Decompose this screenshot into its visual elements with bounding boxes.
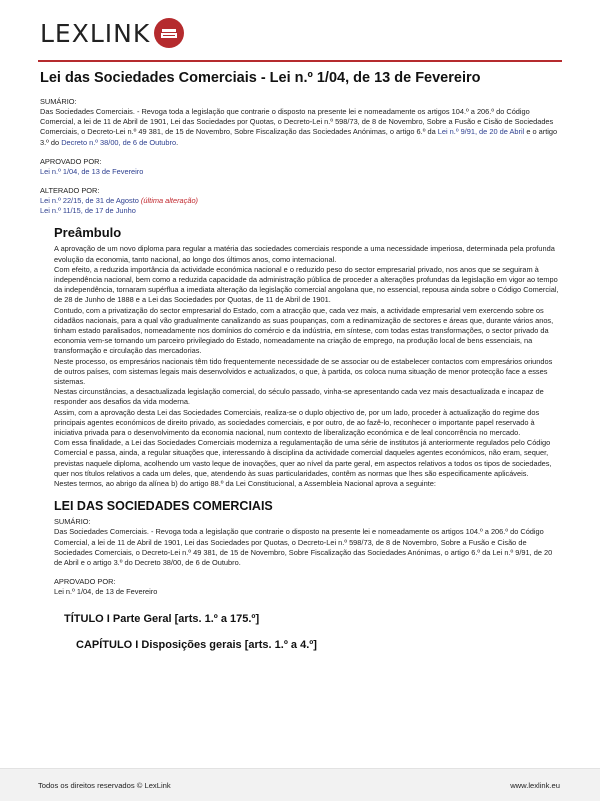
website-link[interactable]: www.lexlink.eu	[510, 781, 560, 790]
preambulo-paragraph: Nestes termos, ao abrigo da alínea b) do artigo 88.º da Lei Constitucional, a Assembleia Nacional aprova a seguinte:	[54, 479, 436, 489]
preambulo-paragraph: Assim, com a aprovação desta Lei das Sociedades Comerciais, realiza-se o duplo objectivo de, por um lado, proceder à actualização do regime dos principais agentes económicos de direito privado, as sociedades comerciais, e por outro, de ao fazê-lo, reconhecer o importante papel reservado à iniciativa privada para o desenvolvimento da economia nacional, num contexto de liberalização económica e de leal concorrência no mercado.	[54, 407, 540, 438]
preambulo-heading: Preâmbulo	[54, 225, 122, 241]
page-header	[0, 0, 600, 62]
brand-name: LEXLINK	[40, 18, 151, 48]
sumario-text	[40, 107, 560, 148]
page-footer	[0, 768, 600, 801]
alterado-section	[40, 186, 560, 216]
preambulo-paragraph: Contudo, com a privatização do sector empresarial do Estado, com a atracção que, cada vez mais, a actividade empresarial vem exercendo sobre os cidadãos nacionais, para a qual vão gradualmente canalizando as suas poupanças, com a redinamização de sectores e áreas que, durante vários anos, tinham estado paralisados, nomeadamente nos domínios do comércio e da indústria, em síntese, com todas estas transformações, o sector privado da economia vem-se tornando um parceiro privilegiado do Estado, nomeadamente na criação de emprego, na produção local de bens essenciais, na transformação e circulação das mercadorias.	[54, 305, 554, 356]
preambulo-paragraph: Com efeito, a reduzida importância da actividade económica nacional e o reduzido peso do sector empresarial privado, nos anos que se seguiram à independência nacional, bem como a reduzida capacidade da administração pública de proceder a alterações profundas da legislação em vigor ao tempo da independência, tornaram supérflua a imediata alteração da legislação comercial angolana que, no essencial, repousa ainda sobre o Código Comercial, de 28 de Junho de 1888 e a Lei das Sociedades por Quotas, de 11 de Abril de 1901.	[54, 264, 559, 305]
lei-sumario-label: SUMÁRIO:	[54, 517, 91, 527]
page-title: Lei das Sociedades Comerciais - Lei n.º 1/04, de 13 de Fevereiro	[40, 70, 481, 86]
preambulo-text	[40, 244, 560, 489]
lexlink-logo[interactable]	[40, 18, 184, 48]
header-divider	[38, 60, 562, 62]
aprovado-link[interactable]: Lei n.º 1/04, de 13 de Fevereiro	[40, 166, 144, 176]
preambulo-paragraph: Com essa finalidade, a Lei das Sociedades Comerciais moderniza a regulamentação de uma série de institutos já anteriormente regulados pelo Código Comercial e passa, ainda, a regular situações que, interessando à disciplina da actividade comercial daqueles agentes económicos, não eram, sequer, previstas naquele diploma, acolhendo um vasto leque de inovações, quer ao nível da parte geral, em aspectos relativos a todos os tipos de sociedades, quer nos títulos relativos a cada um deles, que, atendendo às suas particularidades, contêm as normas que lhes são especificamente aplicáveis.	[54, 438, 552, 478]
lexlink-stamp-icon	[154, 18, 184, 48]
lei-aprovado-label: APROVADO POR:	[54, 577, 116, 587]
alterado-label: ALTERADO POR:	[40, 186, 100, 196]
alterado-link-1[interactable]: Lei n.º 22/15, de 31 de Agosto	[40, 196, 139, 206]
lei-sumario-text: Das Sociedades Comerciais. - Revoga toda a legislação que contrarie o disposto na presente lei e nomeadamente os artigos 104.º a 206.º do Código Comercial, a lei de 11 de Abril de 1901, Lei das Sociedades por Quotas, o Decreto-Lei n.º 598/73, de 8 de Novembro, Sobre a Fusão e Cisão de Sociedades Comerciais, o Decreto-Lei n.º 49 381, de 15 de Novembro, Sobre Fiscalização das Sociedades Anónimas, o artigo 6.º da Lei n.º 9/91, de 20 de Abril e o artigo 3.º do Decreto 38/00, de 6 de Outubro.	[54, 527, 553, 567]
document-body	[40, 70, 560, 651]
lei-aprovado-text: Lei n.º 1/04, de 13 de Fevereiro	[54, 587, 158, 597]
aprovado-section	[40, 157, 560, 177]
lei-9-91-link[interactable]: Lei n.º 9/91, de 20 de Abril	[437, 127, 525, 137]
lei-sumario-section	[54, 517, 560, 568]
sumario-section	[40, 97, 560, 148]
ultima-alteracao-note: (última alteração)	[140, 196, 199, 206]
preambulo-paragraph: Nestas circunstâncias, a desactualizada legislação comercial, do século passado, vinha-se apresentando cada vez mais desactualizada e incapaz de responder aos desafios da vida moderna.	[54, 387, 544, 407]
sumario-body: Das Sociedades Comerciais. - Revoga toda a legislação que contrarie o disposto na presente lei e nomeadamente os artigos 104.º a 206.º do Código Comercial, a lei de 11 de Abril de 1901, Lei das Sociedades por Quotas, o Decreto-Lei n.º 598/73, de 8 de Novembro, Sobre a Fusão e Cisão de Sociedades Comerciais, o Decreto-Lei n.º 49 381, de 15 de Novembro, Sobre Fiscalização das Sociedades Anónimas, o artigo 6.º da	[40, 107, 554, 137]
titulo-i-heading[interactable]: TÍTULO I Parte Geral [arts. 1.º a 175.º]	[64, 613, 260, 626]
capitulo-i-heading[interactable]: CAPÍTULO I Disposições gerais [arts. 1.º a 4.º]	[76, 639, 317, 652]
alterado-link-2[interactable]: Lei n.º 11/15, de 17 de Junho	[40, 206, 136, 216]
decreto-38-00-link[interactable]: Decreto n.º 38/00, de 6 de Outubro	[61, 137, 177, 147]
aprovado-label: APROVADO POR:	[40, 156, 102, 166]
sumario-end: .	[176, 137, 179, 147]
lei-aprovado-section	[54, 577, 560, 597]
sumario-label: SUMÁRIO:	[40, 97, 77, 106]
sumario-mid: e o artigo 3.º do	[40, 127, 558, 147]
alterado-item-1	[40, 196, 560, 206]
preambulo-paragraph: Neste processo, os empresários nacionais têm tido frequentemente necessidade de se associar ou de estabelecer contactos com empresários oriundos de outros países, com sistemas legais mais desenvolvidos e actualizados, o que, à partida, os coloca numa situação de menor protecção face a esses sistemas.	[54, 356, 553, 387]
lei-heading: LEI DAS SOCIEDADES COMERCIAIS	[54, 499, 273, 514]
copyright-text: Todos os direitos reservados © LexLink	[38, 781, 171, 790]
preambulo-paragraph: A aprovação de um novo diploma para regular a matéria das sociedades comerciais responde a uma necessidade imperiosa, determinada pela profunda evolução da economia, tanto nacional, ao longo dos últimos anos, como internacional.	[54, 244, 555, 264]
